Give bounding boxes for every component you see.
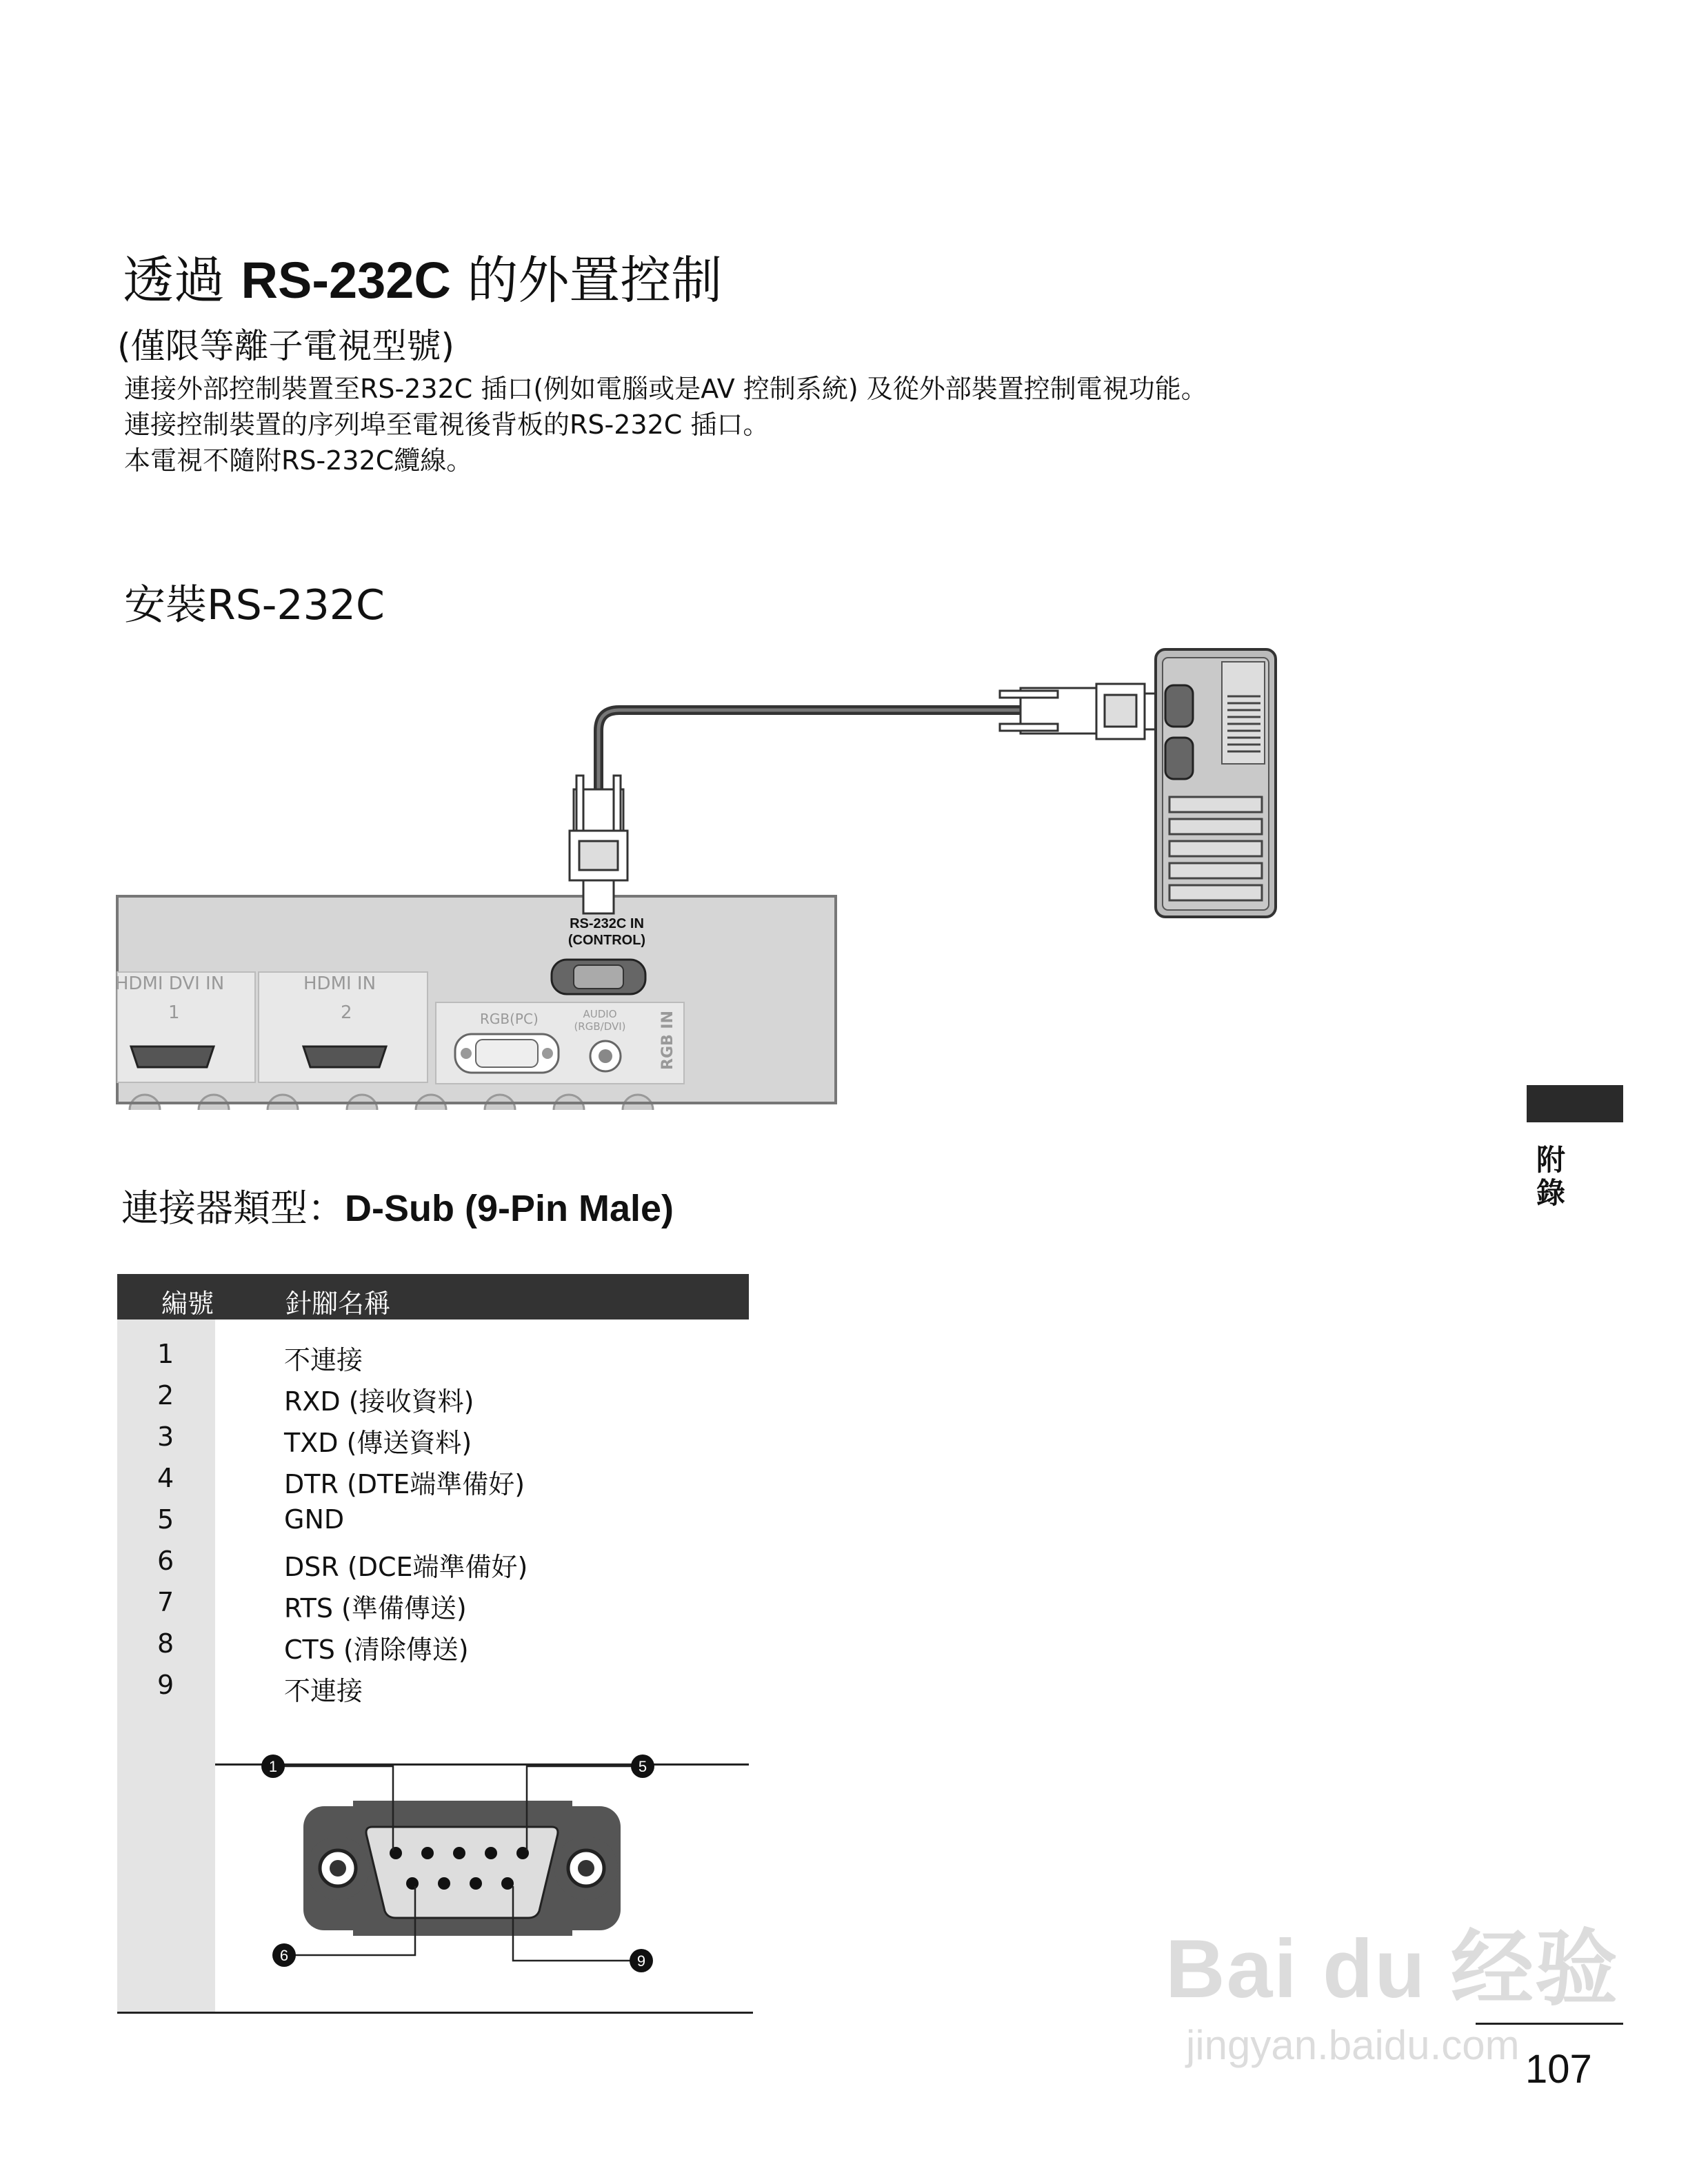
pin-callout-9 bbox=[630, 1949, 653, 1972]
table-row: 8 CTS (清除傳送) bbox=[157, 1628, 469, 1665]
rgb-pc-label: RGB(PC) bbox=[480, 1011, 539, 1027]
hdmi-port-icon bbox=[131, 1046, 214, 1067]
page-subtitle: (僅限等離子電視型號) bbox=[117, 326, 455, 366]
section-tab-label: 附錄 bbox=[1532, 1144, 1566, 1211]
pin-table-body bbox=[117, 1320, 749, 1766]
pin-3 bbox=[453, 1847, 465, 1859]
table-row: 2 RXD (接收資料) bbox=[157, 1380, 474, 1417]
pin-8 bbox=[470, 1877, 482, 1890]
table-row: 6 DSR (DCE端準備好) bbox=[157, 1546, 528, 1582]
hdmi-port-number: 2 bbox=[341, 1002, 352, 1023]
connector-type-heading: 連接器類型：D-Sub (9-Pin Male) bbox=[121, 1186, 674, 1230]
pin-4 bbox=[485, 1847, 497, 1859]
pin-9 bbox=[501, 1877, 514, 1890]
intro-line: 連接外部控制裝置至RS-232C 插口(例如電腦或是AV 控制系統) 及從外部裝置控制電視功能。 bbox=[124, 374, 1207, 404]
pin-1 bbox=[390, 1847, 402, 1859]
rgb-in-label: RGB IN bbox=[659, 1010, 676, 1070]
intro-line: 連接控制裝置的序列埠至電視後背板的RS-232C 插口。 bbox=[124, 410, 770, 440]
table-row: 7 RTS (準備傳送) bbox=[157, 1587, 467, 1624]
pc-tower-icon bbox=[1156, 649, 1276, 917]
intro-line: 本電視不隨附RS-232C纜線。 bbox=[124, 445, 473, 476]
section-tab-marker bbox=[1527, 1085, 1623, 1122]
dsub-plug-horizontal-icon bbox=[1000, 684, 1179, 739]
header-pin-name: 針腳名稱 bbox=[285, 1288, 391, 1319]
pin-table bbox=[117, 1274, 749, 1766]
baidu-watermark: Bai du 经验 jingyan.baidu.com bbox=[1165, 1923, 1620, 2068]
dsub-9pin-diagram bbox=[248, 1737, 690, 1999]
install-section-title: 安裝RS-232C bbox=[124, 581, 385, 629]
table-row: 4 DTR (DTE端準備好) bbox=[157, 1463, 525, 1499]
table-row: 3 TXD (傳送資料) bbox=[157, 1422, 472, 1458]
hdmi-dvi-port-number: 1 bbox=[168, 1002, 180, 1023]
intro-text bbox=[124, 371, 1207, 478]
table-row: 5 GND bbox=[157, 1504, 345, 1535]
hdmi-dvi-in-label: HDMI DVI IN bbox=[114, 973, 225, 994]
rs232-cable bbox=[599, 710, 1021, 789]
hdmi-in-label: HDMI IN bbox=[303, 973, 376, 994]
tv-rear-panel bbox=[110, 896, 841, 1117]
audio-label: AUDIO (RGB/DVI) bbox=[574, 1008, 626, 1033]
header-number: 編號 bbox=[161, 1288, 214, 1319]
page-number: 107 bbox=[1525, 2047, 1592, 2092]
table-row: 9 不連接 bbox=[157, 1670, 363, 1706]
table-row: 1 不連接 bbox=[157, 1339, 363, 1375]
svg-text:6: 6 bbox=[279, 1947, 289, 1964]
connection-illustration bbox=[110, 634, 1283, 1117]
pin-callout-1 bbox=[261, 1755, 285, 1778]
page-title: 透過 RS-232C 的外置控制 bbox=[123, 251, 723, 310]
dsub-face bbox=[366, 1827, 558, 1918]
svg-text:1: 1 bbox=[268, 1758, 278, 1775]
pin-table-header bbox=[117, 1274, 749, 1320]
svg-text:9: 9 bbox=[636, 1952, 646, 1970]
rs232c-in-label: RS-232C IN (CONTROL) bbox=[567, 916, 646, 948]
pin-callout-6 bbox=[272, 1943, 296, 1967]
pin-6 bbox=[406, 1877, 419, 1890]
svg-text:5: 5 bbox=[638, 1758, 647, 1775]
pin-7 bbox=[438, 1877, 450, 1890]
hdmi-port-icon bbox=[303, 1046, 386, 1067]
dsub-plug-vertical-icon bbox=[570, 776, 627, 913]
pin-callout-5 bbox=[631, 1755, 654, 1778]
pin-2 bbox=[421, 1847, 434, 1859]
